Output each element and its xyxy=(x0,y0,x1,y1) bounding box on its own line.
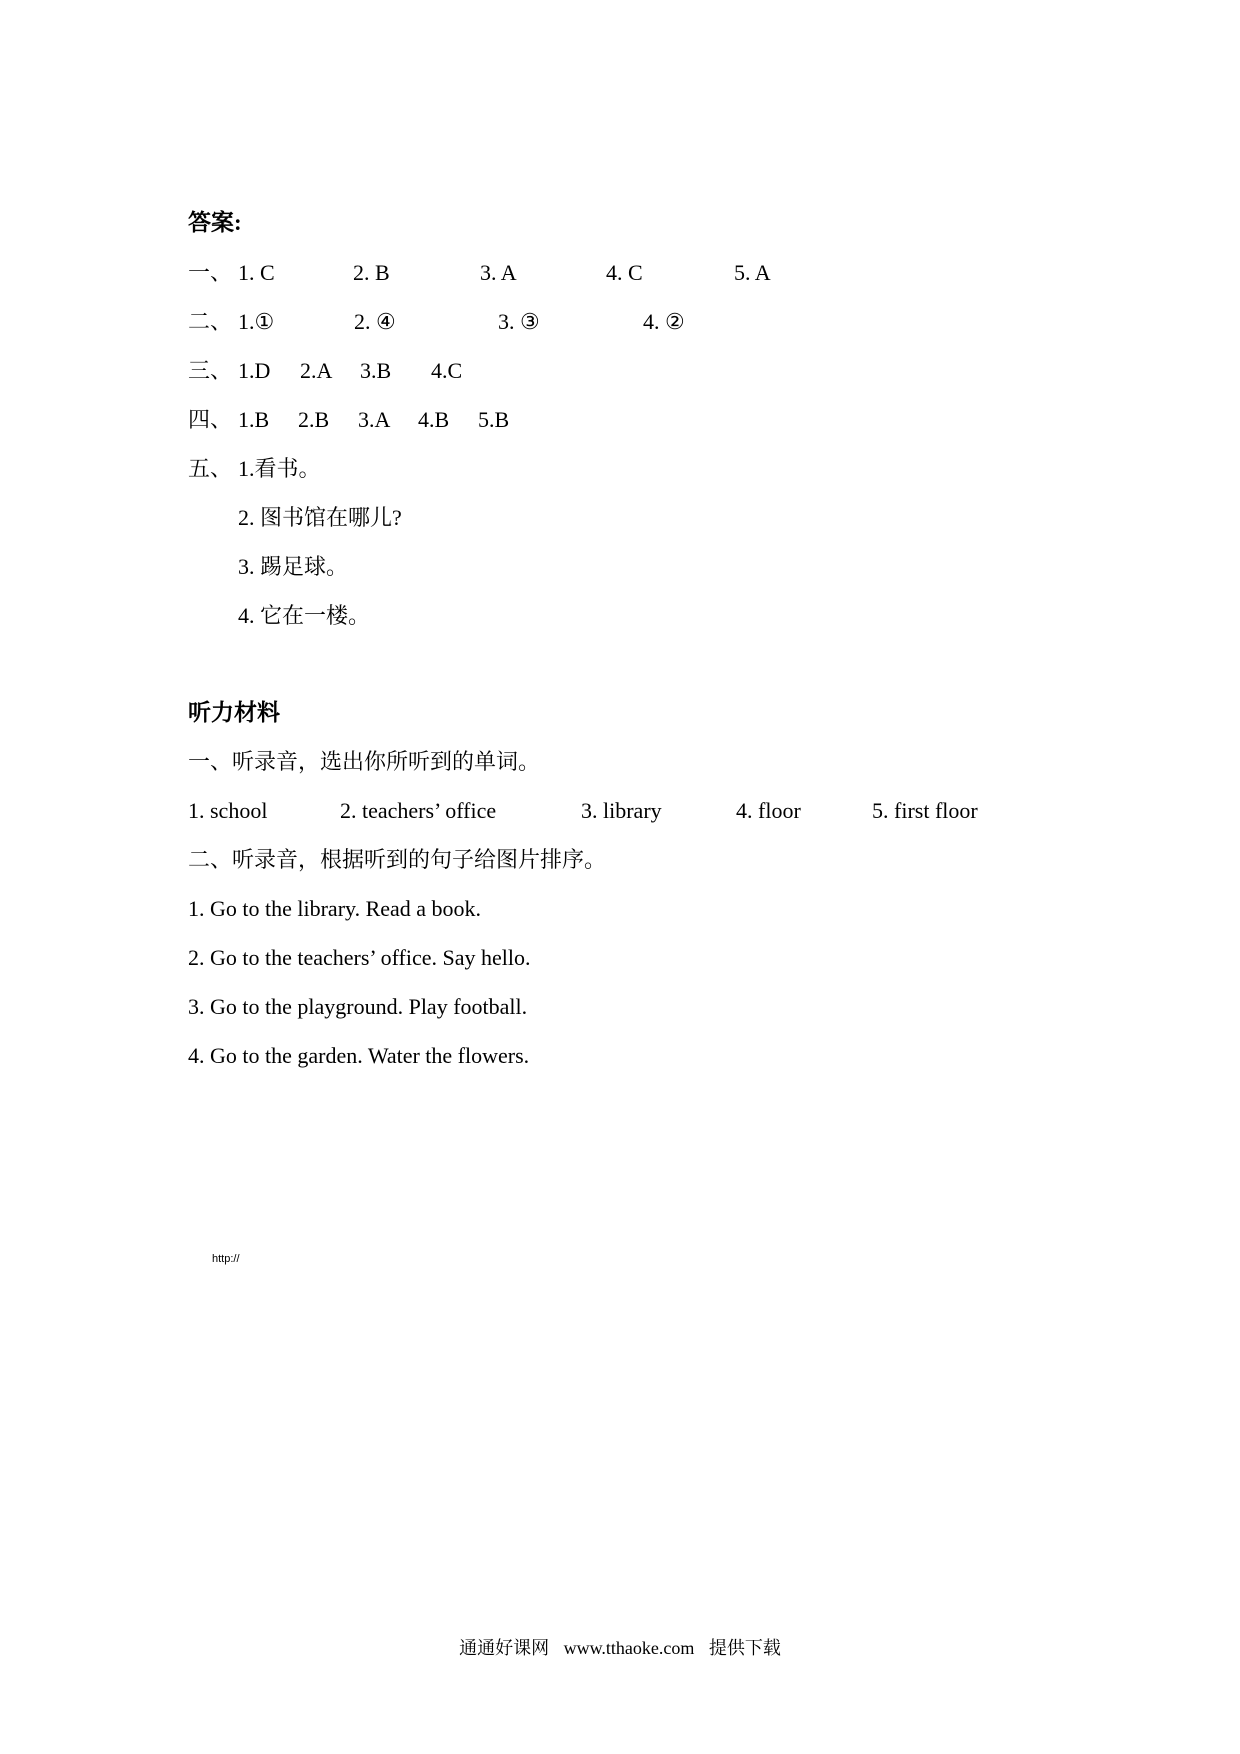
answer-item: 5. A xyxy=(734,260,771,285)
row-prefix: 五、 xyxy=(188,456,233,481)
row-prefix: 四、 xyxy=(188,407,233,432)
answers-heading: 答案: xyxy=(188,210,242,235)
answer-item: 3. 踢足球。 xyxy=(238,554,349,579)
answer-item: 3.A xyxy=(358,407,391,432)
answer-item: 1.D xyxy=(238,358,271,383)
answer-item: 4.C xyxy=(431,358,463,383)
page-footer xyxy=(0,1636,1240,1660)
sentence-item: 2. Go to the teachers’ office. Say hello. xyxy=(188,945,531,970)
row-prefix: 一、 xyxy=(188,260,233,285)
word-item: 4. floor xyxy=(736,798,801,823)
answer-item: 2. 图书馆在哪儿? xyxy=(238,505,402,530)
answer-item: 3. A xyxy=(480,260,517,285)
answer-item: 2.A xyxy=(300,358,333,383)
footer-site-url: www.tthaoke.com xyxy=(563,1638,695,1658)
answer-item: 4. ② xyxy=(643,309,685,334)
answer-item: 1.B xyxy=(238,407,270,432)
answer-item: 2. ④ xyxy=(354,309,396,334)
answer-item: 3.B xyxy=(360,358,392,383)
listening-part2-title: 二、听录音，根据听到的句子给图片排序。 xyxy=(188,847,607,872)
word-item: 2. teachers’ office xyxy=(340,798,497,823)
answer-item: 5.B xyxy=(478,407,510,432)
row-prefix: 三、 xyxy=(188,358,233,383)
sentence-item: 1. Go to the library. Read a book. xyxy=(188,896,482,921)
footer-site-name: 通通好课网 xyxy=(459,1638,550,1658)
answer-item: 3. ③ xyxy=(498,309,540,334)
listening-part1-title: 一、听录音，选出你所听到的单词。 xyxy=(188,749,541,774)
answer-item: 2. B xyxy=(353,260,390,285)
answer-item: 4. C xyxy=(606,260,643,285)
word-item: 5. first floor xyxy=(872,798,978,823)
row-prefix: 二、 xyxy=(188,309,233,334)
footer-download-text: 提供下载 xyxy=(708,1638,781,1658)
word-item: 1. school xyxy=(188,798,268,823)
sentence-item: 3. Go to the playground. Play football. xyxy=(188,994,528,1019)
word-item: 3. library xyxy=(581,798,662,823)
answer-item: 4.B xyxy=(418,407,450,432)
answer-item: 1. C xyxy=(238,260,275,285)
sentence-item: 4. Go to the garden. Water the flowers. xyxy=(188,1043,530,1068)
answer-item: 1.看书。 xyxy=(238,456,321,481)
listening-heading: 听力材料 xyxy=(188,700,280,725)
answer-item: 4. 它在一楼。 xyxy=(238,603,371,628)
answer-item: 1.① xyxy=(238,309,275,334)
url-note: http:// xyxy=(212,1253,240,1265)
answer-item: 2.B xyxy=(298,407,330,432)
